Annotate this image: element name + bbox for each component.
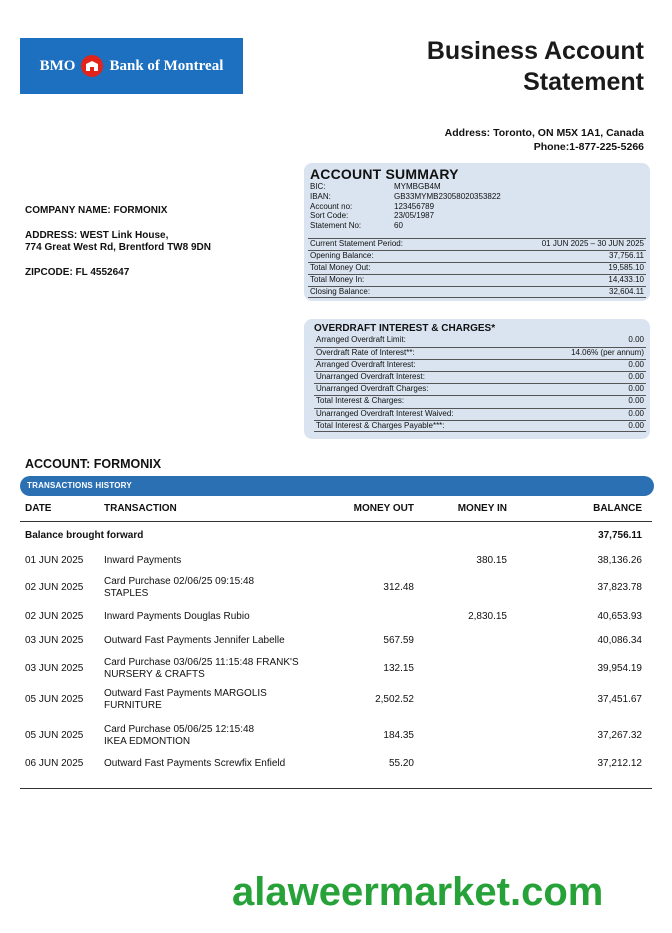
summary-row-value: 32,604.11	[609, 287, 644, 296]
tx-date: 01 JUN 2025	[25, 555, 84, 566]
company-address	[25, 230, 211, 254]
overdraft-row-label: Unarranged Overdraft Interest:	[316, 372, 425, 382]
tx-money-out: 567.59	[383, 635, 414, 646]
tx-description	[104, 576, 334, 600]
tx-date: 03 JUN 2025	[25, 663, 84, 674]
tx-balance: 37,451.67	[597, 694, 642, 705]
summary-row-label: Total Money In:	[310, 275, 365, 284]
tx-date: 02 JUN 2025	[25, 582, 84, 593]
bmo-logo	[20, 38, 243, 94]
tx-description	[104, 555, 334, 567]
account-detail-value: 23/05/1987	[394, 211, 435, 221]
summary-row-value: 19,585.10	[608, 263, 644, 272]
overdraft-row-value: 0.00	[628, 420, 644, 430]
tx-description	[104, 635, 334, 647]
tx-description-line-2: STAPLES	[104, 588, 149, 599]
tx-description	[104, 758, 334, 770]
tx-money-out: 2,502.52	[375, 694, 414, 705]
overdraft-title: OVERDRAFT INTEREST & CHARGES*	[314, 323, 496, 334]
overdraft-row	[314, 371, 646, 383]
tx-date: 06 JUN 2025	[25, 758, 84, 769]
bank-contact	[445, 126, 644, 154]
tx-balance: 40,653.93	[597, 611, 642, 622]
overdraft-row-value: 0.00	[628, 372, 644, 382]
tx-balance: 37,267.32	[597, 730, 642, 741]
overdraft-row	[314, 335, 646, 347]
tx-description-line-2: NURSERY & CRAFTS	[104, 669, 205, 680]
title-line-2: Statement	[523, 68, 644, 96]
account-detail-key: IBAN:	[310, 191, 331, 201]
overdraft-row-label: Total Interest & Charges:	[316, 396, 405, 406]
overdraft-row-value: 0.00	[628, 384, 644, 394]
tx-money-out: 55.20	[388, 758, 414, 769]
tx-description-line-1: Outward Fast Payments MARGOLIS	[104, 688, 267, 699]
overdraft-panel	[304, 319, 650, 439]
tx-description-line-2: IKEA EDMONTION	[104, 736, 191, 747]
transactions-history-bar: TRANSACTIONS HISTORY	[20, 476, 654, 496]
account-detail-value: 123456789	[394, 201, 435, 211]
tx-money-out: 184.35	[383, 730, 414, 741]
tx-date: 05 JUN 2025	[25, 730, 84, 741]
tx-money-out: 132.15	[383, 663, 414, 674]
tx-description	[104, 688, 334, 712]
overdraft-row-label: Total Interest & Charges Payable***:	[316, 420, 445, 430]
summary-row-label: Opening Balance:	[310, 251, 374, 260]
logo-bank-text: Bank of Montreal	[109, 57, 224, 74]
document-title	[427, 36, 644, 98]
overdraft-row-value: 0.00	[628, 360, 644, 370]
bank-phone: Phone:1-877-225-5266	[533, 141, 644, 153]
account-detail-key: Account no:	[310, 201, 353, 211]
bank-address: Address: Toronto, ON M5X 1A1, Canada	[444, 127, 644, 139]
summary-row	[308, 286, 646, 298]
summary-row-label: Current Statement Period:	[310, 239, 403, 248]
overdraft-row	[314, 395, 646, 407]
tx-description-line-1: Outward Fast Payments Jennifer Labelle	[104, 635, 285, 646]
account-detail-row	[310, 202, 501, 212]
overdraft-row-label: Unarranged Overdraft Charges:	[316, 384, 429, 394]
brought-forward-label: Balance brought forward	[25, 530, 144, 541]
tx-description	[104, 724, 334, 748]
account-summary-title: ACCOUNT SUMMARY	[310, 166, 459, 182]
tx-description	[104, 657, 334, 681]
account-detail-value: 60	[394, 221, 403, 231]
overdraft-row	[314, 347, 646, 359]
overdraft-row	[314, 408, 646, 420]
tx-description-line-2: FURNITURE	[104, 700, 162, 711]
overdraft-row-value: 0.00	[628, 396, 644, 406]
overdraft-row-value: 0.00	[628, 335, 644, 344]
overdraft-row-label: Arranged Overdraft Limit:	[316, 335, 406, 344]
brought-forward-balance: 37,756.11	[598, 530, 642, 541]
summary-row-value: 37,756.11	[609, 251, 644, 260]
logo-bmo-text: BMO	[39, 57, 76, 74]
tx-date: 02 JUN 2025	[25, 611, 84, 622]
account-detail-key: Statement No:	[310, 221, 362, 231]
account-detail-row	[310, 221, 501, 231]
header-money-out: MONEY OUT	[353, 503, 414, 514]
overdraft-row	[314, 420, 646, 432]
tx-description-line-1: Card Purchase 05/06/25 12:15:48	[104, 724, 255, 735]
summary-row-label: Total Money Out:	[310, 263, 371, 272]
account-detail-row	[310, 211, 501, 221]
overdraft-row	[314, 383, 646, 395]
account-detail-row	[310, 192, 501, 202]
company-address-line-1: ADDRESS: WEST Link House,	[25, 230, 169, 241]
overdraft-row-value: 14.06% (per annum)	[571, 348, 644, 358]
account-detail-row	[310, 182, 501, 192]
tx-balance: 39,954.19	[597, 663, 642, 674]
summary-row	[308, 262, 646, 274]
overdraft-row-label: Arranged Overdraft Interest:	[316, 360, 416, 370]
overdraft-row-label: Unarranged Overdraft Interest Waived:	[316, 408, 454, 418]
summary-row	[308, 274, 646, 286]
tx-balance: 40,086.34	[597, 635, 642, 646]
summary-row	[308, 238, 646, 250]
tx-description-line-1: Outward Fast Payments Screwfix Enfield	[104, 758, 286, 769]
tx-date: 05 JUN 2025	[25, 694, 84, 705]
header-money-in: MONEY IN	[457, 503, 507, 514]
summary-row-value: 01 JUN 2025 – 30 JUN 2025	[541, 239, 644, 248]
tx-description-line-1: Card Purchase 02/06/25 09:15:48	[104, 576, 255, 587]
header-transaction: TRANSACTION	[104, 503, 177, 514]
tx-description	[104, 611, 334, 623]
overdraft-rows	[314, 335, 646, 432]
summary-row-value: 14,433.10	[608, 275, 644, 284]
tx-date: 03 JUN 2025	[25, 635, 84, 646]
tx-money-in: 380.15	[476, 555, 507, 566]
tx-balance: 38,136.26	[597, 555, 642, 566]
account-detail-key: Sort Code:	[310, 211, 349, 221]
account-detail-key: BIC:	[310, 182, 326, 191]
watermark-text: alaweermarket.com	[232, 870, 604, 914]
company-address-line-2: 774 Great West Rd, Brentford TW8 9DN	[25, 242, 211, 253]
account-summary-panel	[304, 163, 650, 301]
title-line-1: Business Account	[426, 37, 644, 65]
tx-description-line-1: Card Purchase 03/06/25 11:15:48 FRANK'S	[104, 657, 299, 668]
tx-money-out: 312.48	[383, 582, 414, 593]
overdraft-row-label: Overdraft Rate of Interest**:	[316, 348, 415, 358]
overdraft-row	[314, 359, 646, 371]
header-balance: BALANCE	[593, 503, 642, 514]
summary-row	[308, 250, 646, 262]
summary-rows	[308, 238, 646, 298]
company-zipcode: ZIPCODE: FL 4552647	[25, 267, 130, 278]
table-bottom-divider	[20, 788, 652, 789]
summary-row-label: Closing Balance:	[310, 287, 371, 296]
company-name: COMPANY NAME: FORMONIX	[25, 205, 168, 216]
bmo-roundel-icon	[81, 55, 103, 77]
overdraft-row-value: 0.00	[628, 408, 644, 418]
account-label: ACCOUNT: FORMONIX	[25, 457, 162, 471]
tx-description-line-1: Inward Payments Douglas Rubio	[104, 611, 250, 622]
tx-balance: 37,823.78	[597, 582, 642, 593]
header-date: DATE	[25, 503, 52, 514]
tx-balance: 37,212.12	[597, 758, 642, 769]
account-detail-value: GB33MYMB23058020353822	[394, 191, 501, 201]
tx-description-line-1: Inward Payments	[104, 555, 182, 566]
account-details	[310, 182, 501, 231]
account-detail-value: MYMBGB4M	[394, 182, 441, 191]
tx-money-in: 2,830.15	[468, 611, 507, 622]
header-divider	[20, 521, 652, 522]
